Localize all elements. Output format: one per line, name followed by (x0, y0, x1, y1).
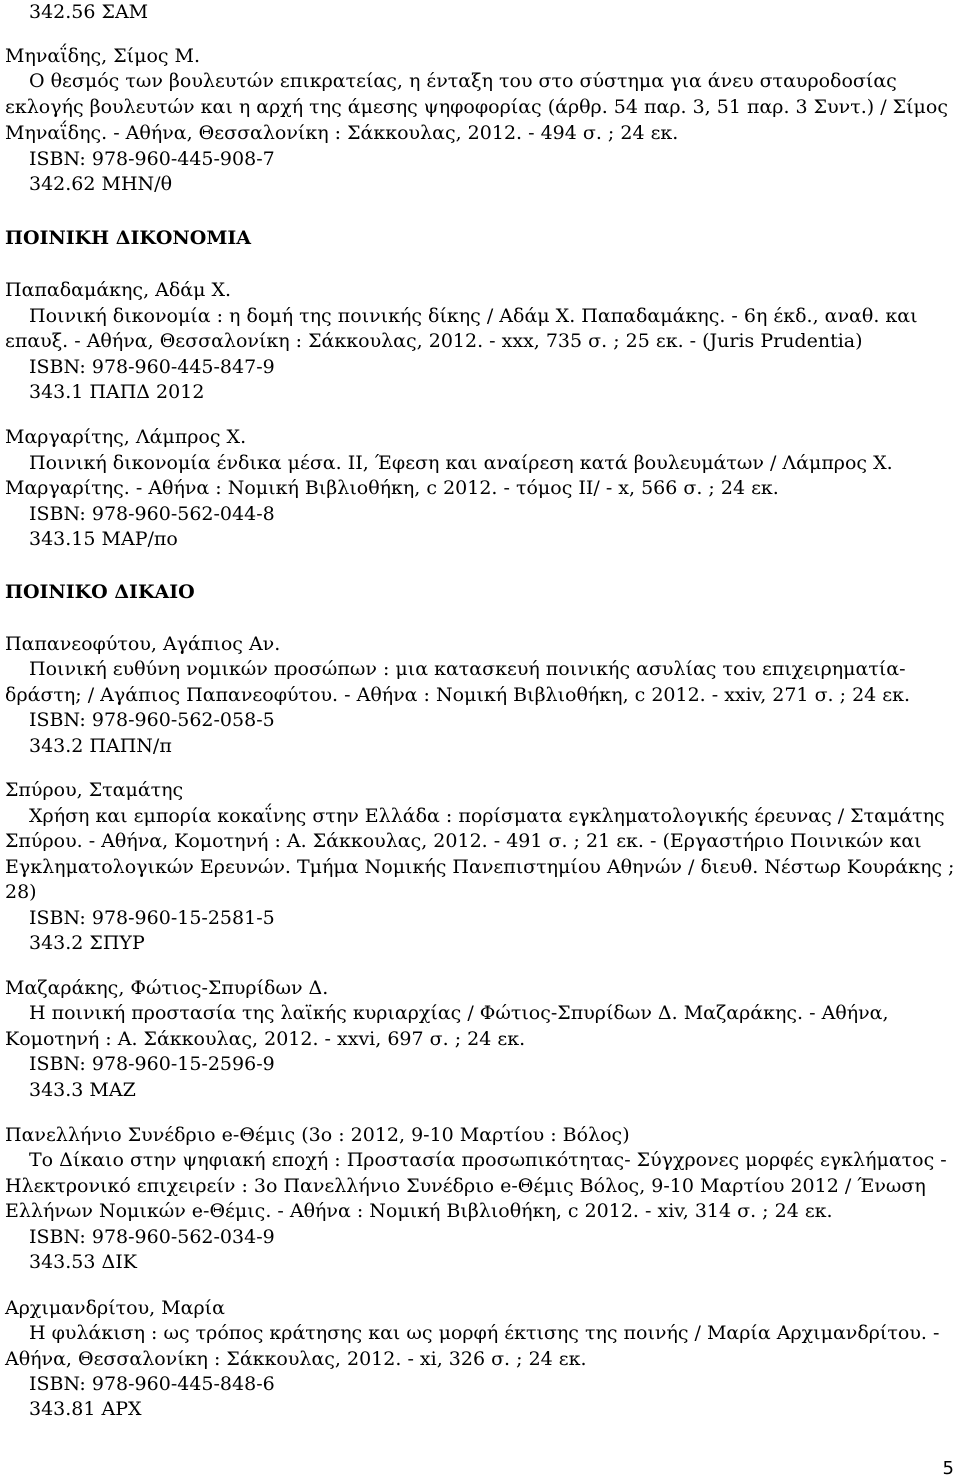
record-desc-line: Σπύρου. - Αθήνα, Κομοτηνή : Α. Σάκκουλας, 2012. - 491 σ. ; 21 εκ. - (Εργαστήριο Ποινικών και (5, 830, 922, 852)
record-desc-line: Ποινική ευθύνη νομικών προσώπων : μια κατασκευή ποινικής ασυλίας του επιχειρηματία- (29, 658, 906, 680)
record-desc-line: Χρήση και εμπορία κοκαΐνης στην Ελλάδα : πορίσματα εγκληματολογικής έρευνας / Σταμάτης (29, 805, 945, 827)
section-heading: ΠΟΙΝΙΚΟ ΔΙΚΑΙΟ (5, 581, 195, 603)
record-isbn: ISBN: 978-960-445-848-6 (29, 1373, 275, 1395)
record-desc-line: Το Δίκαιο στην ψηφιακή εποχή : Προστασία προσωπικότητας- Σύγχρονες μορφές εγκλήματος - (29, 1149, 947, 1171)
record-desc-line: Κομοτηνή : Α. Σάκκουλας, 2012. - xxvi, 697 σ. ; 24 εκ. (5, 1028, 526, 1050)
record-desc-line: δράστη; / Αγάπιος Παπανεοφύτου. - Αθήνα : Νομική Βιβλιοθήκη, c 2012. - xxiv, 271 σ. ; 24 εκ. (5, 684, 911, 706)
record-isbn: ISBN: 978-960-15-2581-5 (29, 907, 275, 929)
record-desc-line: Ηλεκτρονικό επιχειρείν : 3ο Πανελλήνιο Συνέδριο e-Θέμις Βόλος, 9-10 Μαρτίου 2012 / Ένωση (5, 1175, 926, 1197)
record-desc-line: Η ποινική προστασία της λαϊκής κυριαρχίας / Φώτιος-Σπυρίδων Δ. Μαζαράκης. - Αθήνα, (29, 1002, 889, 1024)
record-call-number: 343.3 ΜΑΖ (29, 1079, 136, 1101)
record-desc-line: 28) (5, 881, 37, 903)
record-call-number: 343.53 ΔΙΚ (29, 1251, 137, 1273)
record-desc-line: Ο θεσμός των βουλευτών επικρατείας, η ένταξη του στο σύστημα για άνευ σταυροδοσίας (29, 70, 897, 92)
record-isbn: ISBN: 978-960-562-058-5 (29, 709, 275, 731)
record-desc-line: Εγκληματολογικών Ερευνών. Τμήμα Νομικής Πανεπιστημίου Αθηνών / διευθ. Νέστωρ Κουράκης ; (5, 856, 955, 878)
record-desc-line: Η φυλάκιση : ως τρόπος κράτησης και ως μορφή έκτισης της ποινής / Μαρία Αρχιμανδρίτου. - (29, 1322, 940, 1344)
record-author: Μηναΐδης, Σίμος Μ. (5, 45, 201, 67)
section-heading: ΠΟΙΝΙΚΗ ΔΙΚΟΝΟΜΙΑ (5, 227, 251, 249)
record-call-number: 342.62 ΜΗΝ/θ (29, 173, 173, 195)
record-desc-line: εκλογής βουλευτών και η αρχή της άμεσης ψηφοφορίας (άρθρ. 54 παρ. 3, 51 παρ. 3 Συντ.) / Σίμος (5, 96, 948, 118)
record-author: Μαργαρίτης, Λάμπρος Χ. (5, 426, 247, 448)
record-isbn: ISBN: 978-960-562-034-9 (29, 1226, 275, 1248)
record-call-number: 343.81 ΑΡΧ (29, 1398, 142, 1420)
record-author: Σπύρου, Σταμάτης (5, 779, 184, 801)
record-author: Μαζαράκης, Φώτιος-Σπυρίδων Δ. (5, 977, 329, 999)
record-author: Παπανεοφύτου, Αγάπιος Αν. (5, 633, 281, 655)
record-author: Πανελλήνιο Συνέδριο e-Θέμις (3ο : 2012, 9-10 Μαρτίου : Βόλος) (5, 1124, 630, 1146)
record-isbn: ISBN: 978-960-562-044-8 (29, 503, 275, 525)
record-isbn: ISBN: 978-960-445-908-7 (29, 148, 275, 170)
page-number: 5 (942, 1458, 954, 1479)
record-isbn: ISBN: 978-960-445-847-9 (29, 356, 275, 378)
record-desc-line: Ποινική δικονομία ένδικα μέσα. ΙΙ, Έφεση και αναίρεση κατά βουλευμάτων / Λάμπρος Χ. (29, 452, 893, 474)
record-desc-line: επαυξ. - Αθήνα, Θεσσαλονίκη : Σάκκουλας, 2012. - xxx, 735 σ. ; 25 εκ. - (Juris Prudentia) (5, 330, 863, 352)
record-call-number: 343.2 ΠΑΠΝ/π (29, 735, 172, 757)
record-desc-line: Μαργαρίτης. - Αθήνα : Νομική Βιβλιοθήκη, c 2012. - τόμος ΙΙ/ - x, 566 σ. ; 24 εκ. (5, 477, 779, 499)
record-desc-line: Ελλήνων Νομικών e-Θέμις. - Αθήνα : Νομική Βιβλιοθήκη, c 2012. - xiv, 314 σ. ; 24 εκ. (5, 1200, 833, 1222)
record-desc-line: Μηναΐδης. - Αθήνα, Θεσσαλονίκη : Σάκκουλας, 2012. - 494 σ. ; 24 εκ. (5, 122, 679, 144)
record-desc-line: Αθήνα, Θεσσαλονίκη : Σάκκουλας, 2012. - xi, 326 σ. ; 24 εκ. (5, 1348, 587, 1370)
record-call-number: 343.1 ΠΑΠΔ 2012 (29, 381, 205, 403)
record-call-number: 343.15 ΜΑΡ/πο (29, 528, 178, 550)
record-call-number: 343.2 ΣΠΥΡ (29, 932, 145, 954)
record-author: Παπαδαμάκης, Αδάμ Χ. (5, 279, 232, 301)
record-isbn: ISBN: 978-960-15-2596-9 (29, 1053, 275, 1075)
record-author: Αρχιμανδρίτου, Μαρία (5, 1297, 225, 1319)
call-number-top: 342.56 ΣΑΜ (29, 1, 149, 23)
record-desc-line: Ποινική δικονομία : η δομή της ποινικής δίκης / Αδάμ Χ. Παπαδαμάκης. - 6η έκδ., αναθ. και (29, 305, 918, 327)
